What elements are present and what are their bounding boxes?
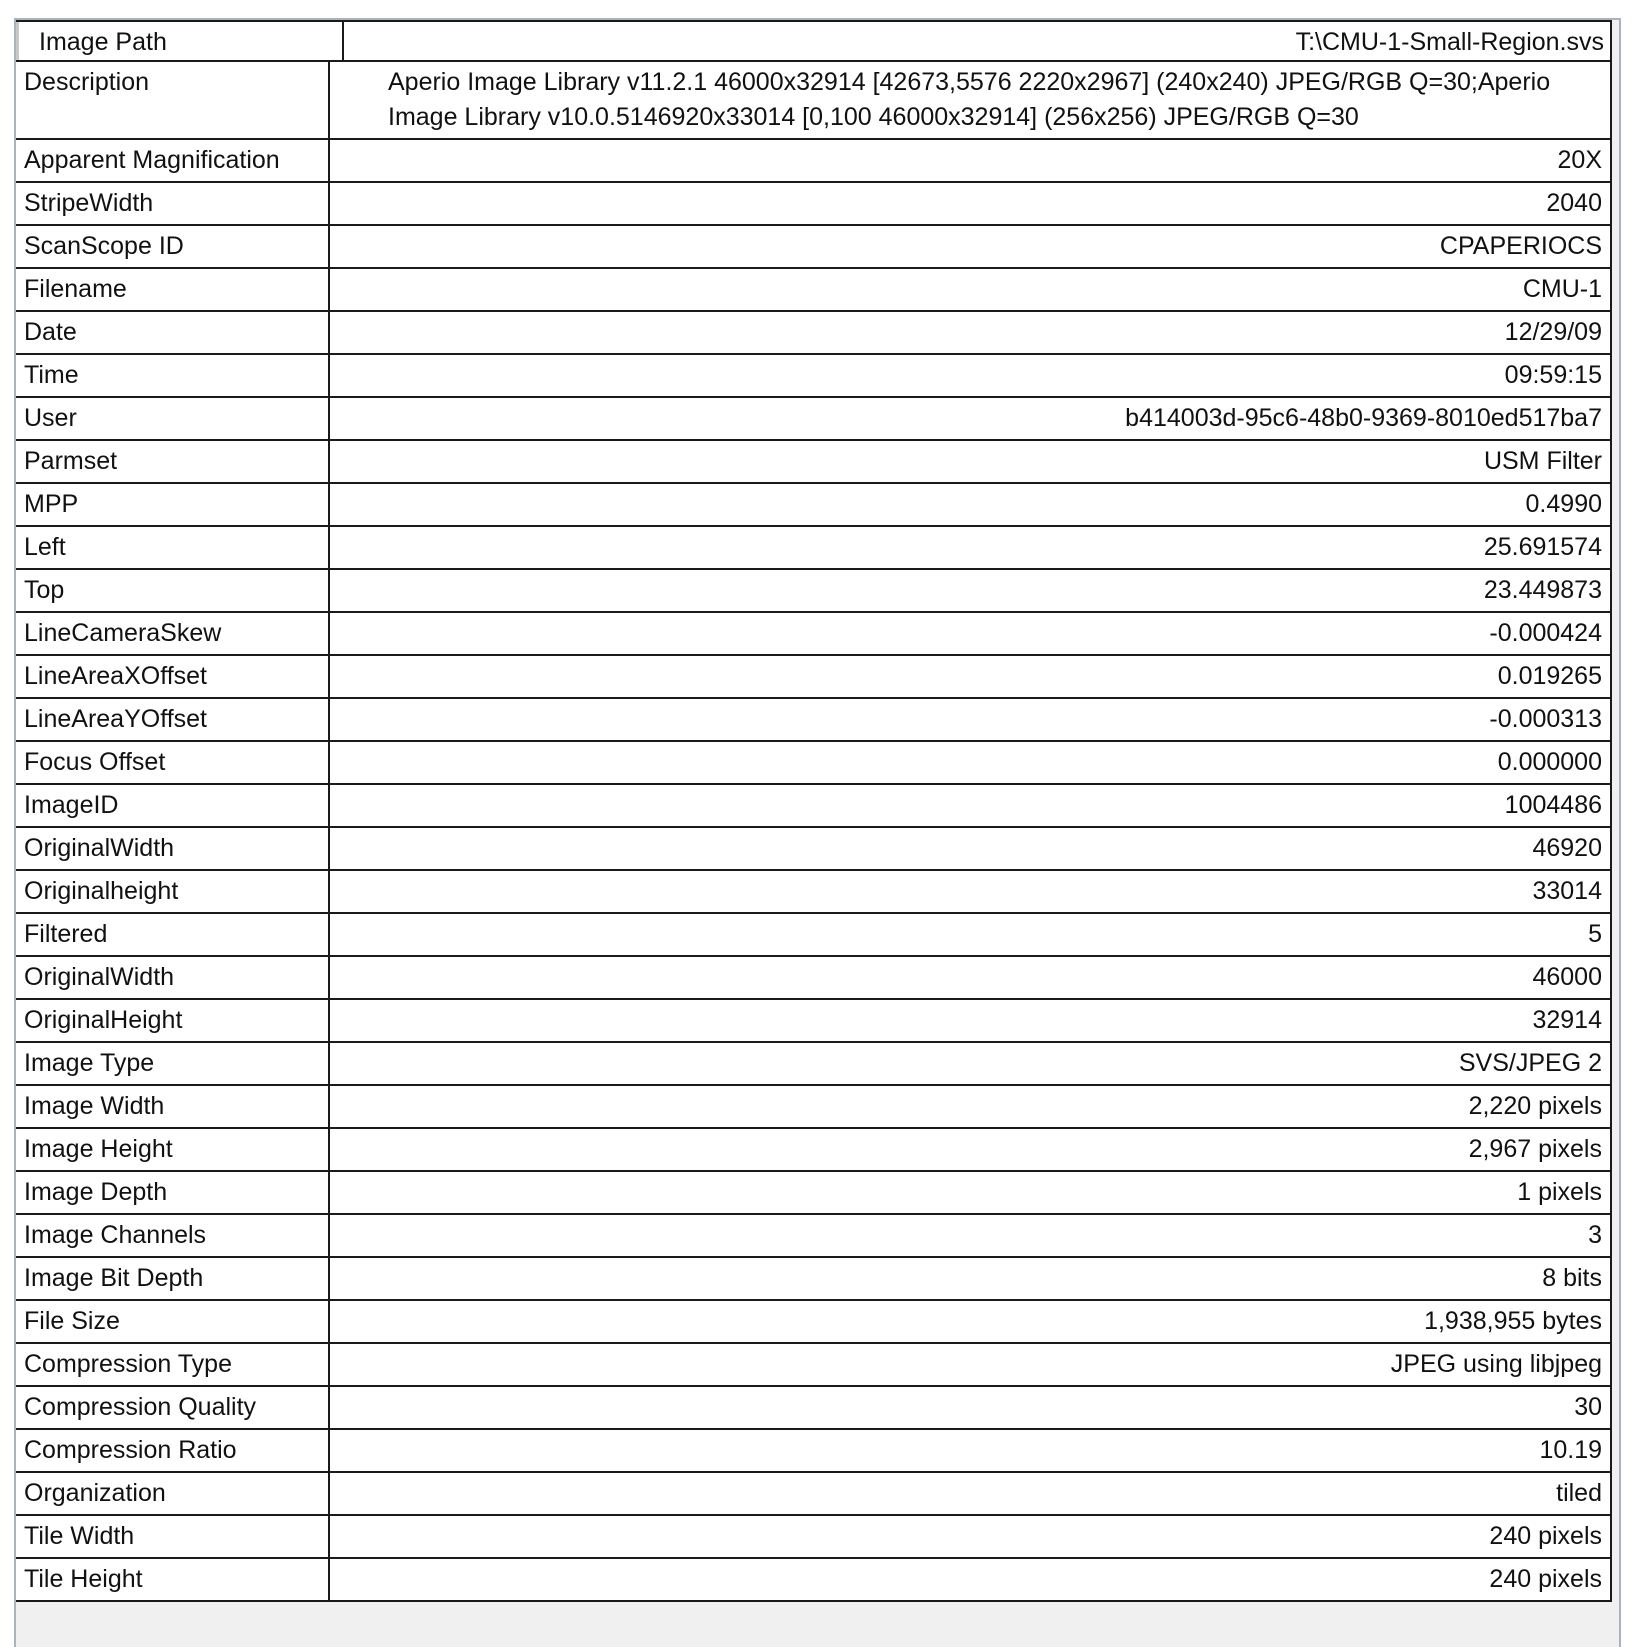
property-name: User xyxy=(16,398,330,439)
property-name: Focus Offset xyxy=(16,742,330,783)
property-name: Image Width xyxy=(16,1086,330,1127)
properties-row[interactable] xyxy=(16,140,1612,183)
property-name: Apparent Magnification xyxy=(16,140,330,181)
property-value[interactable]: CMU-1 xyxy=(330,269,1612,310)
property-name: Parmset xyxy=(16,441,330,482)
property-value[interactable]: 46000 xyxy=(330,957,1612,998)
properties-row[interactable] xyxy=(16,312,1612,355)
properties-row-description[interactable] xyxy=(16,62,1612,140)
properties-row-image-path[interactable] xyxy=(16,20,1612,62)
property-name: MPP xyxy=(16,484,330,525)
properties-row[interactable] xyxy=(16,828,1612,871)
properties-panel xyxy=(14,18,1621,1647)
property-name: Date xyxy=(16,312,330,353)
properties-row[interactable] xyxy=(16,871,1612,914)
property-name: LineCameraSkew xyxy=(16,613,330,654)
properties-row[interactable] xyxy=(16,656,1612,699)
property-name: Tile Height xyxy=(16,1559,330,1600)
property-value[interactable]: Aperio Image Library v11.2.1 46000x32914 [42673,5576 2220x2967] (240x240) JPEG/RGB Q=30;Aperio Image Library v10.0.5146920x33014 [0,100 46000x32914] (256x256) JPEG/RGB Q=30 xyxy=(330,62,1612,138)
property-value[interactable]: 33014 xyxy=(330,871,1612,912)
properties-row[interactable] xyxy=(16,742,1612,785)
properties-row[interactable] xyxy=(16,355,1612,398)
property-value[interactable]: 240 pixels xyxy=(330,1559,1612,1600)
property-name: Image Depth xyxy=(16,1172,330,1213)
properties-row[interactable] xyxy=(16,527,1612,570)
property-value[interactable]: 5 xyxy=(330,914,1612,955)
property-value[interactable]: 32914 xyxy=(330,1000,1612,1041)
properties-row[interactable] xyxy=(16,183,1612,226)
properties-row[interactable] xyxy=(16,1129,1612,1172)
property-value[interactable]: b414003d-95c6-48b0-9369-8010ed517ba7 xyxy=(330,398,1612,439)
property-name: OriginalHeight xyxy=(16,1000,330,1041)
property-name: OriginalWidth xyxy=(16,957,330,998)
property-value[interactable]: 3 xyxy=(330,1215,1612,1256)
property-name: Left xyxy=(16,527,330,568)
property-name: Compression Type xyxy=(16,1344,330,1385)
property-value[interactable]: 1,938,955 bytes xyxy=(330,1301,1612,1342)
property-value[interactable]: 0.000000 xyxy=(330,742,1612,783)
properties-row[interactable] xyxy=(16,570,1612,613)
property-name: Originalheight xyxy=(16,871,330,912)
property-value[interactable]: 46920 xyxy=(330,828,1612,869)
properties-row[interactable] xyxy=(16,1172,1612,1215)
property-name: ImageID xyxy=(16,785,330,826)
property-name: OriginalWidth xyxy=(16,828,330,869)
properties-row[interactable] xyxy=(16,226,1612,269)
property-value[interactable]: 12/29/09 xyxy=(330,312,1612,353)
properties-row[interactable] xyxy=(16,484,1612,527)
properties-row[interactable] xyxy=(16,957,1612,1000)
property-name: LineAreaXOffset xyxy=(16,656,330,697)
properties-row[interactable] xyxy=(16,785,1612,828)
property-value[interactable]: 1004486 xyxy=(330,785,1612,826)
properties-row[interactable] xyxy=(16,441,1612,484)
properties-row[interactable] xyxy=(16,1430,1612,1473)
property-name: Image Bit Depth xyxy=(16,1258,330,1299)
property-value[interactable]: 1 pixels xyxy=(330,1172,1612,1213)
property-value[interactable]: 2,967 pixels xyxy=(330,1129,1612,1170)
property-name: Filename xyxy=(16,269,330,310)
property-name: Image Height xyxy=(16,1129,330,1170)
property-value[interactable]: T:\CMU-1-Small-Region.svs xyxy=(344,22,1612,60)
property-value[interactable]: 2,220 pixels xyxy=(330,1086,1612,1127)
property-value[interactable]: 2040 xyxy=(330,183,1612,224)
properties-row[interactable] xyxy=(16,1258,1612,1301)
properties-grid xyxy=(16,20,1612,1602)
properties-row[interactable] xyxy=(16,398,1612,441)
property-name: ScanScope ID xyxy=(16,226,330,267)
properties-row[interactable] xyxy=(16,914,1612,957)
property-name: Top xyxy=(16,570,330,611)
property-value[interactable]: 10.19 xyxy=(330,1430,1612,1471)
properties-row[interactable] xyxy=(16,1301,1612,1344)
property-name: Organization xyxy=(16,1473,330,1514)
property-value[interactable]: 25.691574 xyxy=(330,527,1612,568)
property-value[interactable]: 23.449873 xyxy=(330,570,1612,611)
properties-row[interactable] xyxy=(16,1559,1612,1602)
property-value[interactable]: SVS/JPEG 2 xyxy=(330,1043,1612,1084)
property-value[interactable]: USM Filter xyxy=(330,441,1612,482)
property-value[interactable]: -0.000424 xyxy=(330,613,1612,654)
property-name: Time xyxy=(16,355,330,396)
properties-row[interactable] xyxy=(16,269,1612,312)
property-name: Image Type xyxy=(16,1043,330,1084)
property-value[interactable]: 20X xyxy=(330,140,1612,181)
property-name: Tile Width xyxy=(16,1516,330,1557)
property-name: File Size xyxy=(16,1301,330,1342)
properties-row[interactable] xyxy=(16,699,1612,742)
property-name: Image Channels xyxy=(16,1215,330,1256)
properties-row[interactable] xyxy=(16,1000,1612,1043)
property-name: StripeWidth xyxy=(16,183,330,224)
properties-row[interactable] xyxy=(16,1086,1612,1129)
property-name: Compression Ratio xyxy=(16,1430,330,1471)
property-name: Description xyxy=(16,62,330,138)
property-name: Filtered xyxy=(16,914,330,955)
property-value[interactable]: 09:59:15 xyxy=(330,355,1612,396)
property-value[interactable]: 0.019265 xyxy=(330,656,1612,697)
property-value[interactable]: CPAPERIOCS xyxy=(330,226,1612,267)
properties-row[interactable] xyxy=(16,1344,1612,1387)
property-name: LineAreaYOffset xyxy=(16,699,330,740)
property-value[interactable]: 8 bits xyxy=(330,1258,1612,1299)
property-name: Compression Quality xyxy=(16,1387,330,1428)
properties-row[interactable] xyxy=(16,1516,1612,1559)
properties-row[interactable] xyxy=(16,1043,1612,1086)
property-name: Image Path xyxy=(16,22,344,60)
property-value[interactable]: 30 xyxy=(330,1387,1612,1428)
properties-row[interactable] xyxy=(16,1387,1612,1430)
property-value[interactable]: tiled xyxy=(330,1473,1612,1514)
property-value[interactable]: -0.000313 xyxy=(330,699,1612,740)
properties-row[interactable] xyxy=(16,613,1612,656)
property-value[interactable]: 240 pixels xyxy=(330,1516,1612,1557)
properties-row[interactable] xyxy=(16,1473,1612,1516)
property-value[interactable]: JPEG using libjpeg xyxy=(330,1344,1612,1385)
properties-row[interactable] xyxy=(16,1215,1612,1258)
property-value[interactable]: 0.4990 xyxy=(330,484,1612,525)
